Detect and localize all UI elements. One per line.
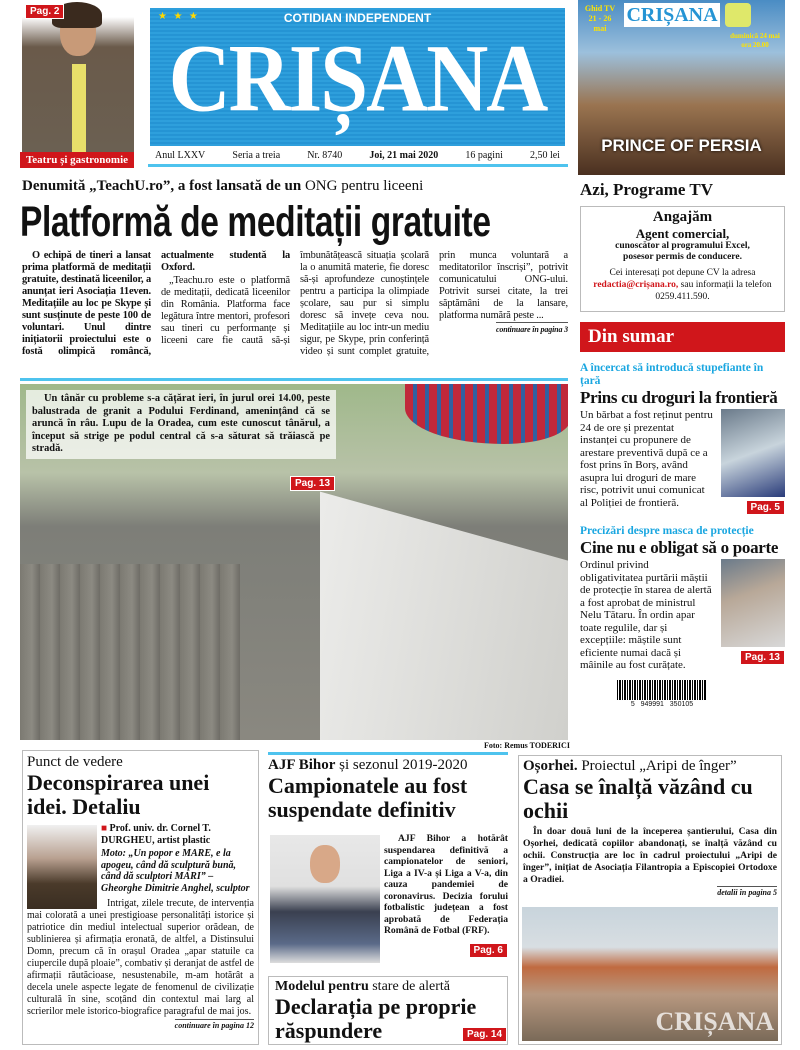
barcode-number: 5 949991 350105	[630, 700, 694, 708]
lead-headline[interactable]: Platformă de meditații gratuite	[20, 198, 491, 246]
charity-article[interactable]: Oșorhei. Proiectul „Aripi de înger” Casa se înalță văzând cu ochii În doar două luni de la începerea șantierului, Casa din Oșorhei, dedicată copiilor abandonați, se înalță văzând cu ochii. Construcția are loc în cadrul proiectului „Aripi de înger”, inițiat de Asociația Filantropia a Episcopiei Ortodoxe a Oradiei. detalii în pagina 5	[518, 755, 782, 1045]
masthead	[150, 8, 565, 146]
tv-guide-promo[interactable]	[578, 0, 785, 175]
umbrella	[405, 384, 568, 444]
page-badge[interactable]: Pag. 13	[740, 650, 785, 665]
lead-body: O echipă de tineri a lansat prima platformă de meditații gratuite, destinată liceenilor, a anunțat ieri Asociația 11even. Meditațiile au loc pe Skype și sunt susținute de peste 100 de voluntari. Unul dintre inițiatorii proiectului este o fostă olimpică româncă, actualmente studentă la Oxford. „Teachu.ro este o platformă de meditații, dedicată liceenilor din România. Platforma face legătura între mentori, profesori sau tineri cu performanțe și liceeni care fie caută să-și îmbunătățească situația școlară la o anumită materie, fie doresc să-și aprofundeze cunoștințele pentru a participa la olimpiade școlare, sau pur si simplu doresc să invețe ceva nou. Meditațiile au loc intr-un mediu sigur, pe Skype, prin conferință video și sunt complet gratuite, prin munca voluntară a meditatorilor înscriși”, potrivit comunicatului ONG-ului. Potrivit sursei citate, la trei săptămâni de la lansare, platforma numără peste ... continuare în pagina 3	[22, 250, 568, 357]
promo-photo[interactable]	[22, 2, 134, 152]
continued-link[interactable]: continuare în pagina 12	[174, 1021, 254, 1030]
tv-film-title: PRINCE OF PERSIA	[601, 136, 762, 155]
drugs-photo[interactable]	[721, 409, 785, 497]
photo-caption: Un tânăr cu probleme s-a cățărat ieri, în jurul orei 14.00, peste balustrada de granit a Podului Ferdinand, amenințând că se aruncă în râu. Lupu de la Oradea, cum este cunoscut tânărul, a început să strige pe podul central că s-a săturat să trăiască pe stradă.	[26, 390, 336, 459]
page-badge[interactable]: Pag. 14	[462, 1027, 507, 1042]
barcode-block	[612, 680, 712, 709]
bullet-icon: ■	[101, 823, 110, 834]
masthead-title: CRIȘANA	[168, 24, 547, 132]
divider	[20, 378, 568, 381]
lead-kicker: Denumită „TeachU.ro”, a fost lansată de un ONG pentru liceeni	[22, 178, 424, 194]
bridge-photo[interactable]	[20, 384, 568, 740]
author-photo	[27, 825, 97, 909]
barcode	[617, 680, 707, 700]
sport-photo[interactable]	[270, 835, 380, 963]
email-link[interactable]: redactia@crișana.ro,	[593, 280, 679, 290]
job-ad: Angajăm Agent comercial, cunoscător al programului Excel, posesor permis de conducere. Cei interesați pot depune CV la adresa redactia@crișana.ro, sau informații la telefon 0259.411.590.	[580, 206, 785, 312]
summary-item[interactable]: Precizări despre masca de protecție Cine nu e obligat să o poarte Pag. 13 Ordinul privind obligativitatea purtării măștii de protecție în starea de alertă a fost aprobat de ministrul Nelu Tătaru. În ordin apar toate regulile, dar și excepțiile: măștile sunt eficiente numai dacă și mâinile au fost curățate.	[580, 525, 785, 672]
photo-credit: Foto: Remus TODERICI	[484, 741, 570, 750]
opinion-article[interactable]: Punct de vedere Deconspirarea unei idei. Detaliu ■ Prof. univ. dr. Cornel T. DURGHEU, artist plastic Moto: „Un popor e MARE, e la apogeu, când dă sculptură bună, când dă sculptori MARI” – Gheorghe Dimitrie Anghel, sculptor Intrigat, zilele trecute, de intervenția mai colorată a unei prestigioase personalități istorice și patriotice din mediul intelectual superior orădean, de sublinierea și afirmația eronată, de altfel, a Distinsului Domn, precum că în orașul Oradea „apar statuile ca ciupercile după ploaie”, combativ și deranjat de astfel de afirmații răutăcioase, nesustenabile, m-am hotărât a decela unele aspecte legate de fenomenul de civilizație culturală în sine, scoțând din contextul mai larg al scrierilor mele istorico-biografice paragraful de mai jos. continuare în pagina 12	[22, 750, 259, 1045]
issue-info: Anul LXXV Seria a treia Nr. 8740 Joi, 21 mai 2020 16 pagini 2,50 lei	[155, 150, 560, 161]
summary-list	[580, 362, 785, 709]
summary-item[interactable]: A încercat să introducă stupefiante în țară Prins cu droguri la frontieră Pag. 5 Un bărbat a fost reținut pentru 24 de ore și prezentat instanței cu propunere de arestare preventivă după ce a fost prins în Borș, având asupra lui droguri de mare risc, potrivit unui comunicat al Poliției de frontieră.	[580, 362, 785, 515]
stone-wall	[20, 564, 240, 740]
watermark-logo: CRIȘANA	[655, 1007, 774, 1036]
masthead-tagline: COTIDIAN INDEPENDENT	[283, 11, 432, 25]
page-badge[interactable]: Pag. 5	[746, 500, 785, 515]
eu-stars-icon: ★ ★ ★	[158, 11, 200, 22]
divider	[268, 752, 508, 755]
masks-photo[interactable]	[721, 559, 785, 647]
divider	[148, 164, 568, 167]
page-badge[interactable]: Pag. 2	[25, 4, 64, 19]
page-badge[interactable]: Pag. 6	[469, 943, 508, 958]
tv-airtime: duminică 24 mai ora 20.00	[730, 32, 780, 49]
page-badge[interactable]: Pag. 13	[290, 476, 335, 491]
house-icon	[725, 3, 751, 27]
continued-link[interactable]: detalii în pagina 5	[717, 888, 777, 897]
tv-guide-dates: Ghid TV 21 - 26 mai	[584, 4, 616, 33]
sport-article[interactable]: AJF Bihor și sezonul 2019-2020 Campionatele au fost suspendate definitiv AJF Bihor a hotărât suspendarea definitivă a campionatelor de seniori, Liga a IV-a și Liga a V-a, din cauza pandemiei de coronavirus. Decizia forului fotbalistic județean a fost aprobată de Federația Română de Fotbal (FRF). Pag. 6	[268, 757, 508, 956]
alert-article[interactable]: Modelul pentru stare de alertă Declarația pe proprie răspundere	[268, 976, 508, 1045]
tv-section-label[interactable]: Azi, Programe TV	[580, 180, 713, 199]
tv-logo: CRIȘANA	[624, 3, 720, 27]
summary-header: Din sumar	[580, 322, 785, 352]
balustrade	[320, 464, 568, 740]
construction-photo[interactable]	[522, 907, 778, 1041]
lead-continued-link[interactable]: continuare în pagina 3	[439, 322, 568, 335]
promo-caption[interactable]: Teatru și gastronomie	[20, 152, 134, 168]
